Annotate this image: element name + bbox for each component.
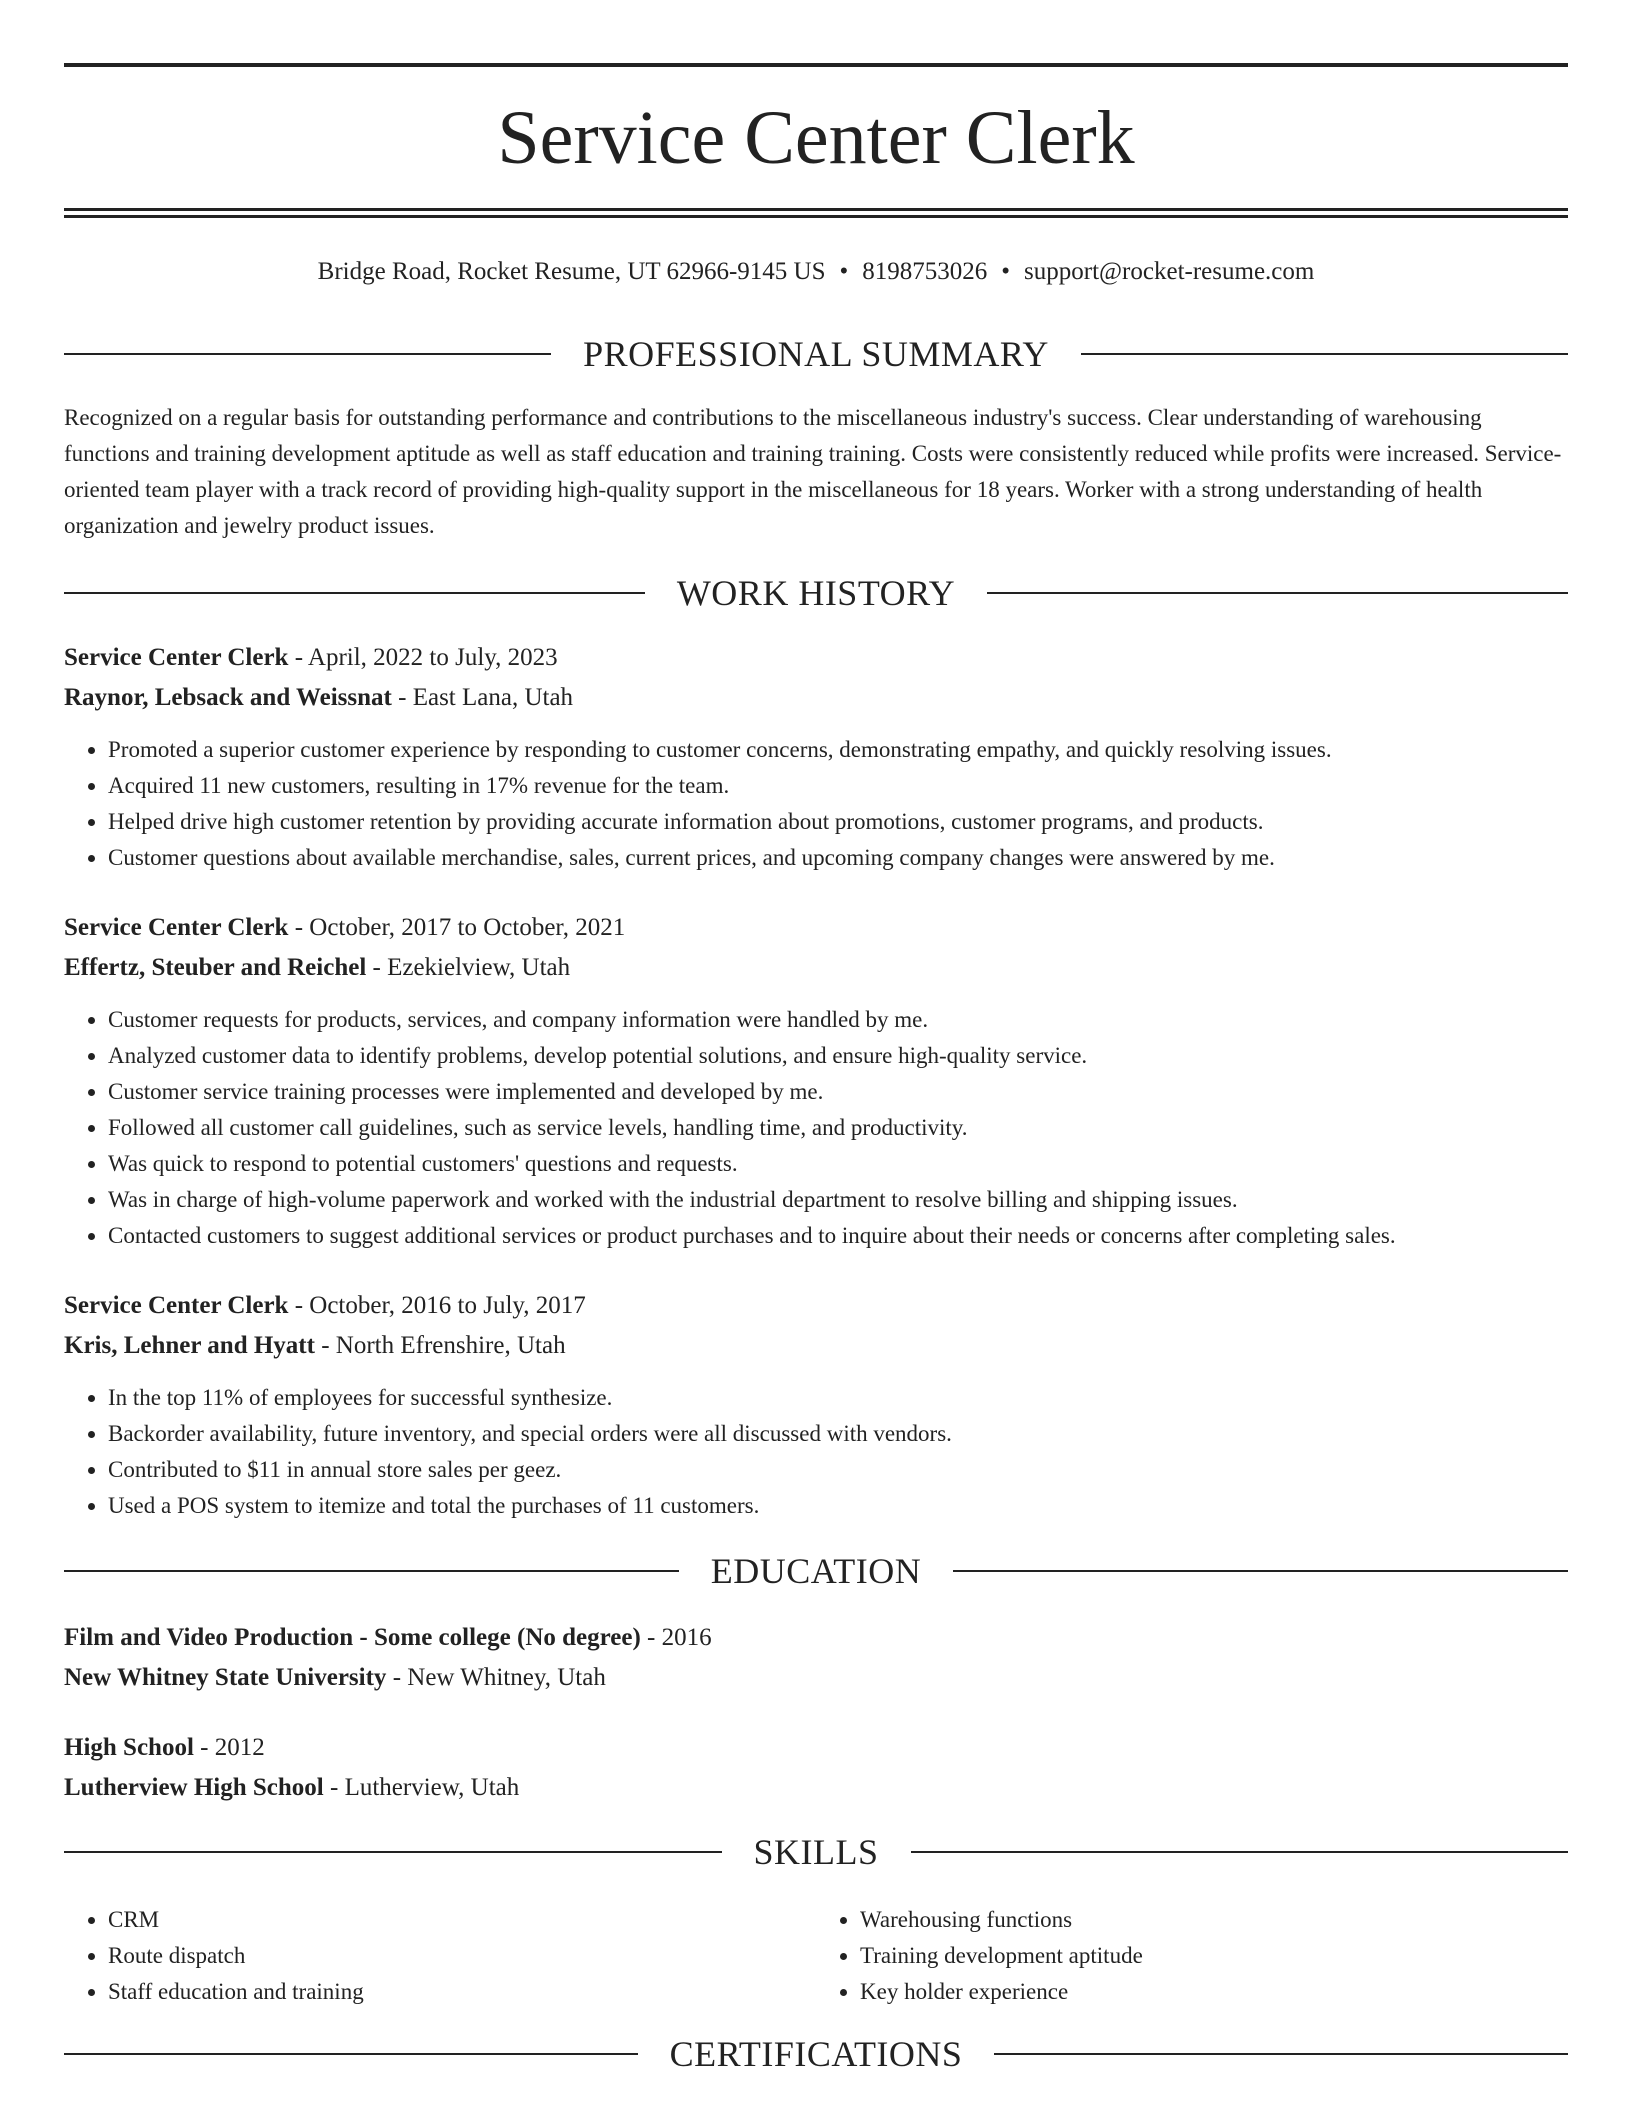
job-role: Service Center Clerk [64, 914, 289, 941]
education-location: - New Whitney, Utah [386, 1664, 606, 1691]
job-bullet: • Customer service training processes were implemented and developed by me. [108, 1074, 1568, 1110]
job-role: Service Center Clerk [64, 644, 289, 671]
header-top-rule [64, 63, 1568, 67]
job-dates: - April, 2022 to July, 2023 [288, 644, 558, 671]
section-title-summary: PROFESSIONAL SUMMARY [583, 334, 1049, 374]
skill-item: • Training development aptitude [860, 1938, 1568, 1974]
education-year: - 2012 [193, 1734, 265, 1761]
skill-item: • CRM [108, 1902, 816, 1938]
section-rule-right [953, 1570, 1568, 1572]
section-header-education [64, 1551, 1568, 1591]
contact-email: support@rocket-resume.com [1024, 258, 1315, 285]
job-company: Kris, Lehner and Hyatt [64, 1332, 315, 1359]
education-degree: Film and Video Production - Some college (No degree) [64, 1624, 641, 1651]
job-bullet: • Contributed to $11 in annual store sales per geez. [108, 1452, 1568, 1488]
job-company-line [64, 948, 1568, 988]
section-rule-right [994, 2053, 1568, 2055]
contact-phone: 8198753026 [862, 258, 988, 285]
contact-line [64, 254, 1568, 290]
job-bullet: • Was quick to respond to potential customers' questions and requests. [108, 1146, 1568, 1182]
job-bullet: • Backorder availability, future inventory, and special orders were all discussed with vendors. [108, 1416, 1568, 1452]
education-school: Lutherview High School [64, 1774, 324, 1801]
job-dates: - October, 2017 to October, 2021 [288, 914, 626, 941]
skill-item: • Route dispatch [108, 1938, 816, 1974]
section-rule-left [64, 353, 551, 355]
job-bullet: • Helped drive high customer retention by providing accurate information about promotions, customer programs, and products. [108, 804, 1568, 840]
contact-separator: • [1001, 258, 1011, 285]
job-company-line [64, 678, 1568, 718]
summary-text: Recognized on a regular basis for outstanding performance and contributions to the miscellaneous industry's success. Clear understanding of warehousing functions and training development aptitude as well as staff education and training training. Costs were consistently reduced while profits were increased. Service-oriented team player with a track record of providing high-quality support in the miscellaneous for 18 years. Worker with a strong understanding of health organization and jewelry product issues. [64, 405, 1562, 538]
skill-item: • Staff education and training [108, 1974, 816, 2010]
section-header-skills [64, 1832, 1568, 1872]
section-title-education: EDUCATION [710, 1551, 922, 1591]
education-location: - Lutherview, Utah [323, 1774, 520, 1801]
job-bullet: • Was in charge of high-volume paperwork and worked with the industrial department to resolve billing and shipping issues. [108, 1182, 1568, 1218]
education-school-line [64, 1658, 1568, 1698]
section-title-work-history: WORK HISTORY [676, 573, 956, 613]
section-rule-right [987, 592, 1568, 594]
job-bullet: • Used a POS system to itemize and total the purchases of 11 customers. [108, 1488, 1568, 1524]
job-bullets [64, 732, 1568, 876]
job-company: Effertz, Steuber and Reichel [64, 954, 367, 981]
job-entry [64, 908, 1568, 1254]
education-entry [64, 1618, 1568, 1698]
job-title-line [64, 908, 1568, 948]
section-rule-left [64, 1570, 679, 1572]
education-school: New Whitney State University [64, 1664, 387, 1691]
skills-column-left [64, 1902, 816, 2010]
education-year: - 2016 [640, 1624, 712, 1651]
job-location: - North Efrenshire, Utah [314, 1332, 566, 1359]
section-header-certifications [64, 2034, 1568, 2074]
job-bullet: • Acquired 11 new customers, resulting in 17% revenue for the team. [108, 768, 1568, 804]
candidate-name: Service Center Clerk [497, 96, 1135, 180]
contact-separator: • [839, 258, 849, 285]
job-role: Service Center Clerk [64, 1292, 289, 1319]
job-entry [64, 638, 1568, 876]
section-rule-left [64, 1851, 722, 1853]
job-bullet: • Customer questions about available merchandise, sales, current prices, and upcoming company changes were answered by me. [108, 840, 1568, 876]
section-rule-right [911, 1851, 1569, 1853]
section-title-certifications: CERTIFICATIONS [669, 2034, 963, 2074]
header-double-rule [64, 208, 1568, 218]
job-bullets [64, 1380, 1568, 1524]
education-degree-line [64, 1618, 1568, 1658]
section-rule-right [1081, 353, 1568, 355]
job-title-line [64, 638, 1568, 678]
job-location: - East Lana, Utah [391, 684, 574, 711]
skill-item: • Warehousing functions [860, 1902, 1568, 1938]
job-bullet: • Followed all customer call guidelines, such as service levels, handling time, and productivity. [108, 1110, 1568, 1146]
education-entry [64, 1728, 1568, 1808]
job-bullet: • Contacted customers to suggest additional services or product purchases and to inquire about their needs or concerns after completing sales. [108, 1218, 1568, 1254]
section-title-skills: SKILLS [753, 1832, 879, 1872]
job-dates: - October, 2016 to July, 2017 [288, 1292, 586, 1319]
education-degree: High School [64, 1734, 194, 1761]
skills-column-right [816, 1902, 1568, 2010]
section-header-work-history [64, 573, 1568, 613]
job-location: - Ezekielview, Utah [366, 954, 571, 981]
job-bullets [64, 1002, 1568, 1254]
section-rule-left [64, 2053, 638, 2055]
job-bullet: • Analyzed customer data to identify problems, develop potential solutions, and ensure high-quality service. [108, 1038, 1568, 1074]
section-header-summary [64, 334, 1568, 374]
skill-item: • Key holder experience [860, 1974, 1568, 2010]
education-school-line [64, 1768, 1568, 1808]
education-degree-line [64, 1728, 1568, 1768]
section-rule-left [64, 592, 645, 594]
job-bullet: • In the top 11% of employees for successful synthesize. [108, 1380, 1568, 1416]
job-company: Raynor, Lebsack and Weissnat [64, 684, 392, 711]
job-bullet: • Promoted a superior customer experience by responding to customer concerns, demonstrating empathy, and quickly resolving issues. [108, 732, 1568, 768]
job-bullet: • Customer requests for products, services, and company information were handled by me. [108, 1002, 1568, 1038]
job-entry [64, 1286, 1568, 1524]
job-title-line [64, 1286, 1568, 1326]
job-company-line [64, 1326, 1568, 1366]
skills-list [64, 1902, 1568, 2010]
contact-address: Bridge Road, Rocket Resume, UT 62966-9145 US [317, 258, 826, 285]
